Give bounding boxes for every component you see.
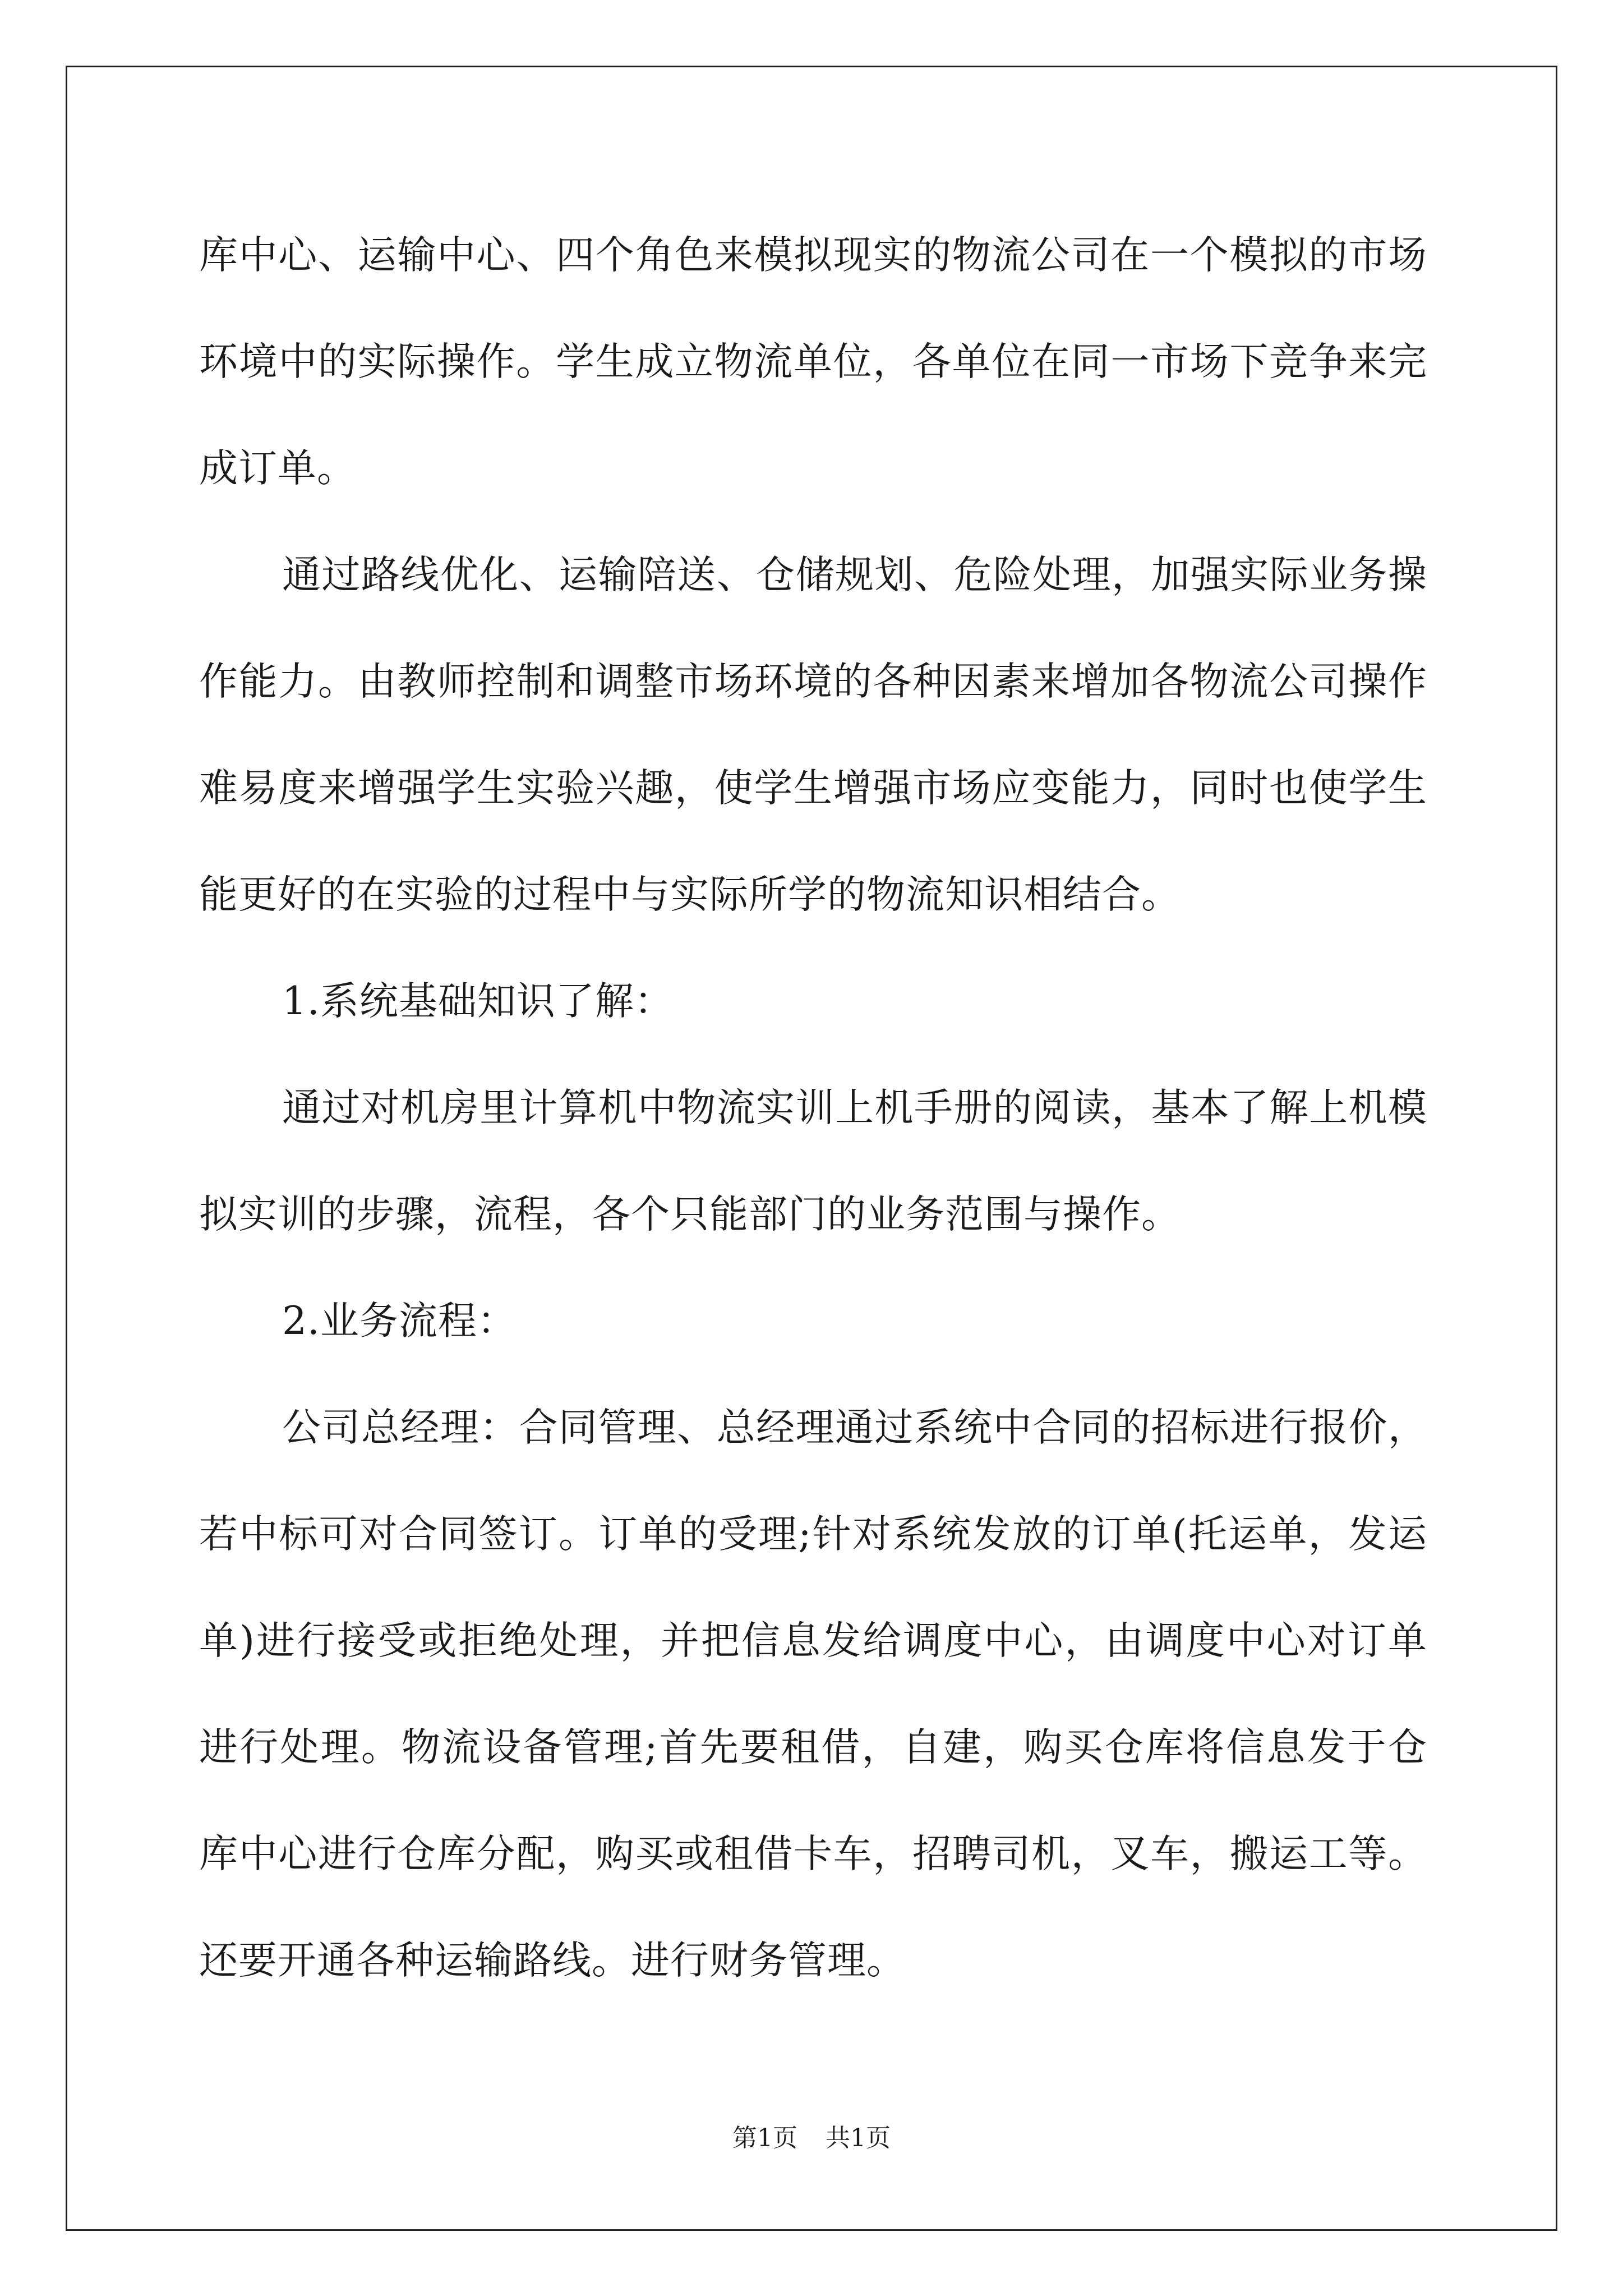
paragraph-2: 通过路线优化、运输陪送、仓储规划、危险处理，加强实际业务操作能力。由教师控制和调整市场环境的各种因素来增加各物流公司操作难易度来增强学生实验兴趣，使学生增强市场应变能力，同时也使学生能更好的在实验的过程中与实际所学的物流知识相结合。 [199, 553, 1427, 917]
page-number-total: 共1页 [826, 2124, 891, 2152]
paragraph-4: 公司总经理：合同管理、总经理通过系统中合同的招标进行报价，若中标可对合同签订。订单的受理;针对系统发放的订单(托运单，发运单)进行接受或拒绝处理，并把信息发给调度中心，由调度中心对订单进行处理。物流设备管理;首先要租借，自建，购买仓库将信息发于仓库中心进行仓库分配，购买或租借卡车，招聘司机，叉车，搬运工等。还要开通各种运输路线。进行财务管理。 [199, 1405, 1427, 1983]
page-number-current: 第1页 [732, 2124, 797, 2152]
page-footer [0, 2118, 1623, 2154]
section-heading-2: 2.业务流程： [282, 1299, 517, 1343]
paragraph-3: 通过对机房里计算机中物流实训上机手册的阅读，基本了解上机模拟实训的步骤，流程，各个只能部门的业务范围与操作。 [199, 1085, 1427, 1237]
document-body [199, 202, 1427, 2014]
section-heading-1: 1.系统基础知识了解： [282, 979, 674, 1024]
paragraph-1: 库中心、运输中心、四个角色来模拟现实的物流公司在一个模拟的市场环境中的实际操作。学生成立物流单位，各单位在同一市场下竞争来完成订单。 [199, 233, 1427, 491]
